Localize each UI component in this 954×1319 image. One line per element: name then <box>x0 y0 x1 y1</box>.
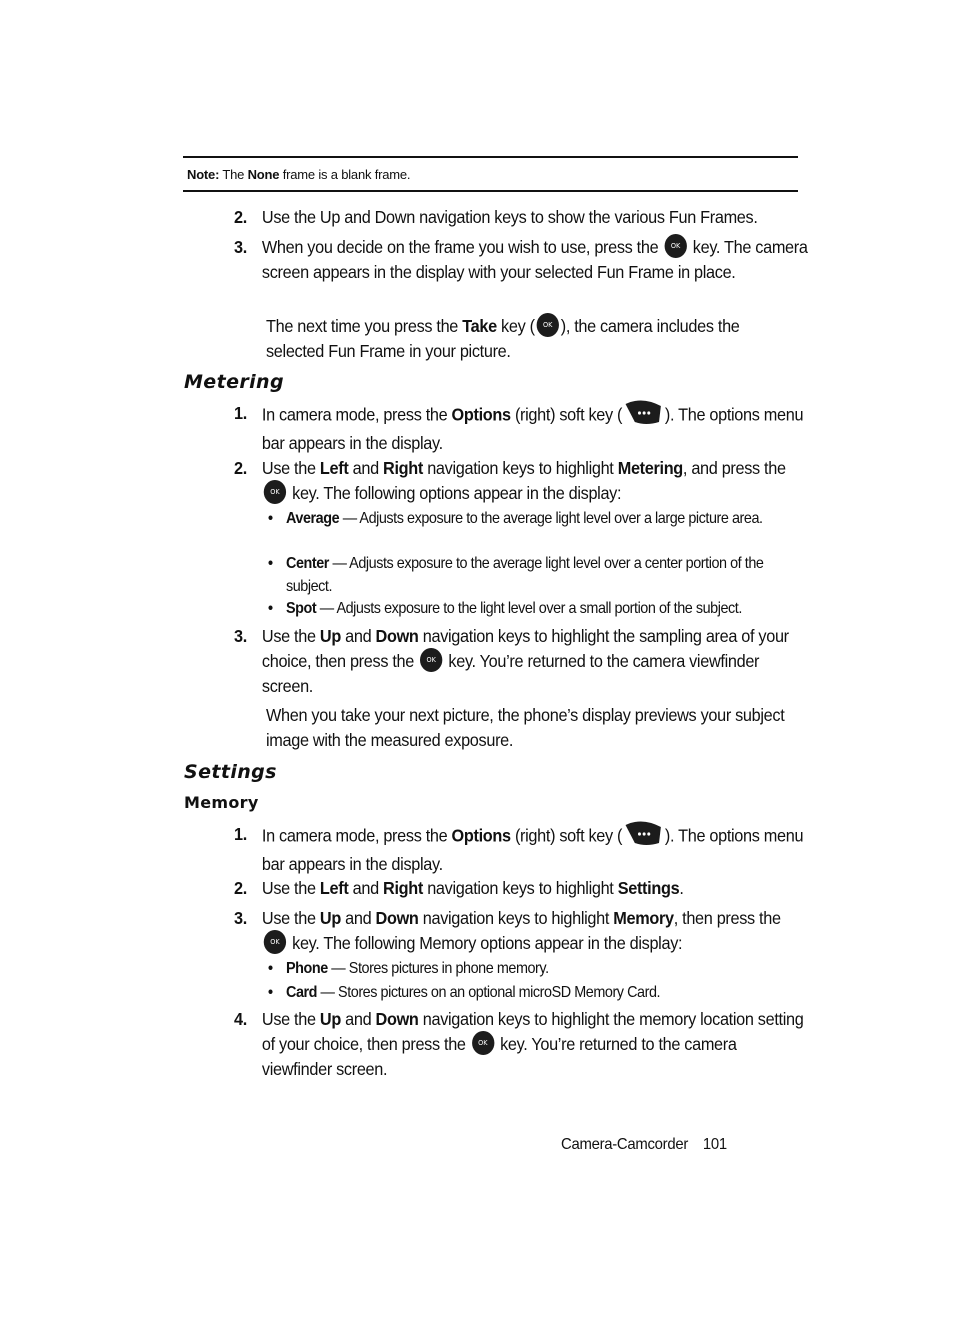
step-text: Use the Left and Right navigation keys to highlight Settings. <box>261 878 684 898</box>
step-number: 1. <box>234 403 247 423</box>
page-number: 101 <box>702 1136 727 1153</box>
step-text: Use the Up and Down navigation keys to highlight the memory location setting of your choice, then press the OK key. You’re returned to the camera viewfinder screen. <box>261 1009 804 1079</box>
options-soft-key-icon <box>624 819 663 849</box>
ok-key-icon: OK <box>420 648 442 672</box>
page-footer <box>561 1136 727 1154</box>
note-box <box>183 156 798 192</box>
bullet-dot: • <box>268 510 273 527</box>
step-text: Use the Up and Down navigation keys to highlight Memory, then press the OK key. The following Memory options appear in the display: <box>261 908 781 953</box>
step-number: 3. <box>234 908 247 928</box>
step-number: 3. <box>234 237 247 257</box>
bullet-dot: • <box>268 960 273 977</box>
step-number: 4. <box>234 1009 247 1029</box>
note-bold: None <box>247 167 280 182</box>
subheading-memory: Memory <box>184 793 259 812</box>
step-number: 2. <box>234 878 247 898</box>
note-text-pre: The <box>219 167 248 182</box>
step-text: In camera mode, press the Options (right) soft key ( ). The options menu bar appears in the display. <box>262 822 811 877</box>
section-heading-settings: Settings <box>184 761 277 783</box>
step-text: In camera mode, press the Options (right) soft key ( ). The options menu bar appears in the display. <box>262 401 811 456</box>
note-text-post: frame is a blank frame. <box>279 167 411 182</box>
paragraph: The next time you press the Take key ( OK ), the camera includes the selected Fun Frame in your picture. <box>266 314 787 364</box>
bullet-dot: • <box>268 984 273 1001</box>
bullet-dot: • <box>268 600 273 617</box>
step-number: 3. <box>234 626 247 646</box>
ok-key-icon: OK <box>264 480 286 504</box>
step-text: When you decide on the frame you wish to use, press the OK key. The camera screen appears in the display with your selected Fun Frame in place. <box>262 235 811 285</box>
step-number: 2. <box>234 207 247 227</box>
ok-key-icon: OK <box>664 234 686 258</box>
options-soft-key-icon <box>624 398 663 428</box>
footer-section: Camera-Camcorder <box>561 1136 689 1153</box>
step-text: Use the Left and Right navigation keys to highlight Metering, and press the OK key. The following options appear in the display: <box>261 458 786 503</box>
ok-key-icon: OK <box>264 930 286 954</box>
paragraph: When you take your next picture, the phone’s display previews your subject image with the measured exposure. <box>266 705 785 750</box>
step-number: 2. <box>234 458 247 478</box>
ok-key-icon: OK <box>472 1031 494 1055</box>
section-heading-metering: Metering <box>184 371 284 393</box>
step-text: Use the Up and Down navigation keys to show the various Fun Frames. <box>261 207 758 227</box>
manual-page: Note: The None frame is a blank frame. 2. Use the Up and Down navigation keys to show the various Fun Frames. 3. When you decide on the frame you wish to use, press the OK key. The camera screen appears in the display with your selected Fun Frame in place. The next time you press the Take key ( OK ), the camera includes the selected Fun Frame in your picture. Metering 1. In camera mode, press the Options (right) soft key ( ). The options menu bar appears in the display. 2. Use the Left and Right navigation keys to highlight Metering, and press the OK key. The following options appear in the display: • Average — Adjusts exposure to the average light level over a large picture area. • Center — Adjusts exposure to the average light level over a center portion of the subject. • Spot — Adjusts exposure to the light level over a small portion of the subject. 3. Use the Up and Down navigation keys to highlight the sampling area of your choice, then press the OK key. You’re returned to the camera viewfinder screen. When you take your next picture, the phone’s display previews your subject image with the measured exposure. Settings Memory 1. In camera mode, press the Options (right) soft key ( ). The options menu bar appears in the display. 2. Use the Left and Right navigation keys to highlight Settings. 3. Use the Up and Down navigation keys to highlight Memory, then press the OK key. The following Memory options appear in the display: • Phone — Stores pictures in phone memory. • Card — Stores pictures on an optional microSD Memory Card. 4. Use the Up and Down navigation keys to highlight the memory location setting of your choice, then press the OK key. You’re returned to the camera viewfinder screen. Camera-Camcorder 101 <box>0 0 954 1319</box>
ok-key-icon: OK <box>537 313 559 337</box>
step-text: Use the Up and Down navigation keys to highlight the sampling area of your choice, then press the OK key. You’re returned to the camera viewfinder screen. <box>261 626 789 696</box>
step-number: 1. <box>234 824 247 844</box>
bullet-dot: • <box>268 555 273 572</box>
note-label: Note: <box>187 167 220 182</box>
